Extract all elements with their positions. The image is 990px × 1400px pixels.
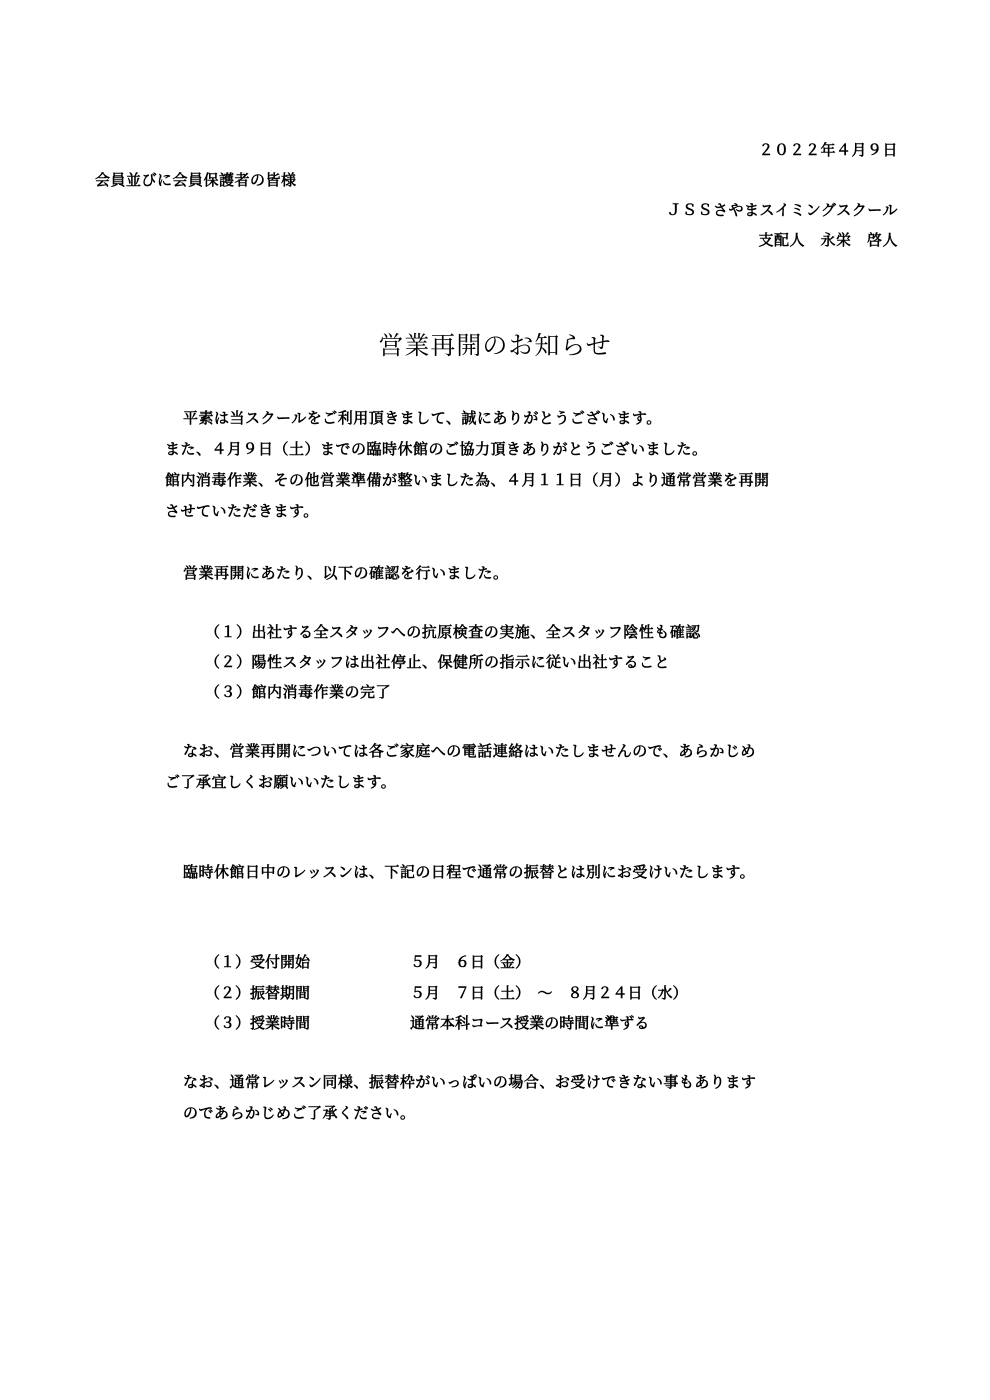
intro-line-1: 平素は当スクールをご利用頂きまして、誠にありがとうございます。 xyxy=(183,409,662,427)
note2-line-1: なお、通常レッスン同様、振替枠がいっぱいの場合、お受けできない事もあります xyxy=(183,1073,757,1091)
schedule-value-3: 通常本科コース授業の時間に準ずる xyxy=(410,1014,650,1032)
confirm-item-3: （３）館内消毒作業の完了 xyxy=(205,683,392,701)
addressee: 会員並びに会員保護者の皆様 xyxy=(95,171,297,189)
lesson-lead: 臨時休館日中のレッスンは、下記の日程で通常の振替とは別にお受けいたします。 xyxy=(183,863,756,881)
sender-name: 支配人 永栄 啓人 xyxy=(758,231,898,249)
intro-line-2: また、４月９日（土）までの臨時休館のご協力頂きありがとうございました。 xyxy=(165,440,708,458)
confirm-item-1: （１）出社する全スタッフへの抗原検査の実施、全スタッフ陰性も確認 xyxy=(205,623,701,641)
page-title: 営業再開のお知らせ xyxy=(378,331,612,360)
note1-line-2: ご了承宜しくお願いいたします。 xyxy=(165,773,397,791)
intro-line-4: させていただきます。 xyxy=(165,502,319,520)
confirm-item-2: （２）陽性スタッフは出社停止、保健所の指示に従い出社すること xyxy=(205,653,671,671)
sender-organization: ＪＳＳさやまスイミングスクール xyxy=(666,201,898,219)
note2-line-2: のであらかじめご了承ください。 xyxy=(183,1104,416,1122)
schedule-value-1: ５月 ６日（金） xyxy=(410,953,531,971)
schedule-label-2: （２）振替期間 xyxy=(205,984,311,1002)
schedule-label-3: （３）授業時間 xyxy=(205,1014,311,1032)
confirm-lead: 営業再開にあたり、以下の確認を行いました。 xyxy=(183,564,509,582)
document-date: ２０２２年４月９日 xyxy=(758,141,898,159)
intro-line-3: 館内消毒作業、その他営業準備が整いました為、４月１１日（月）より通常営業を再開 xyxy=(165,471,770,489)
note1-line-1: なお、営業再開については各ご家庭への電話連絡はいたしませんので、あらかじめ xyxy=(183,742,756,760)
schedule-value-2: ５月 ７日（土） ～ ８月２４日（水） xyxy=(410,984,688,1002)
schedule-label-1: （１）受付開始 xyxy=(205,953,311,971)
